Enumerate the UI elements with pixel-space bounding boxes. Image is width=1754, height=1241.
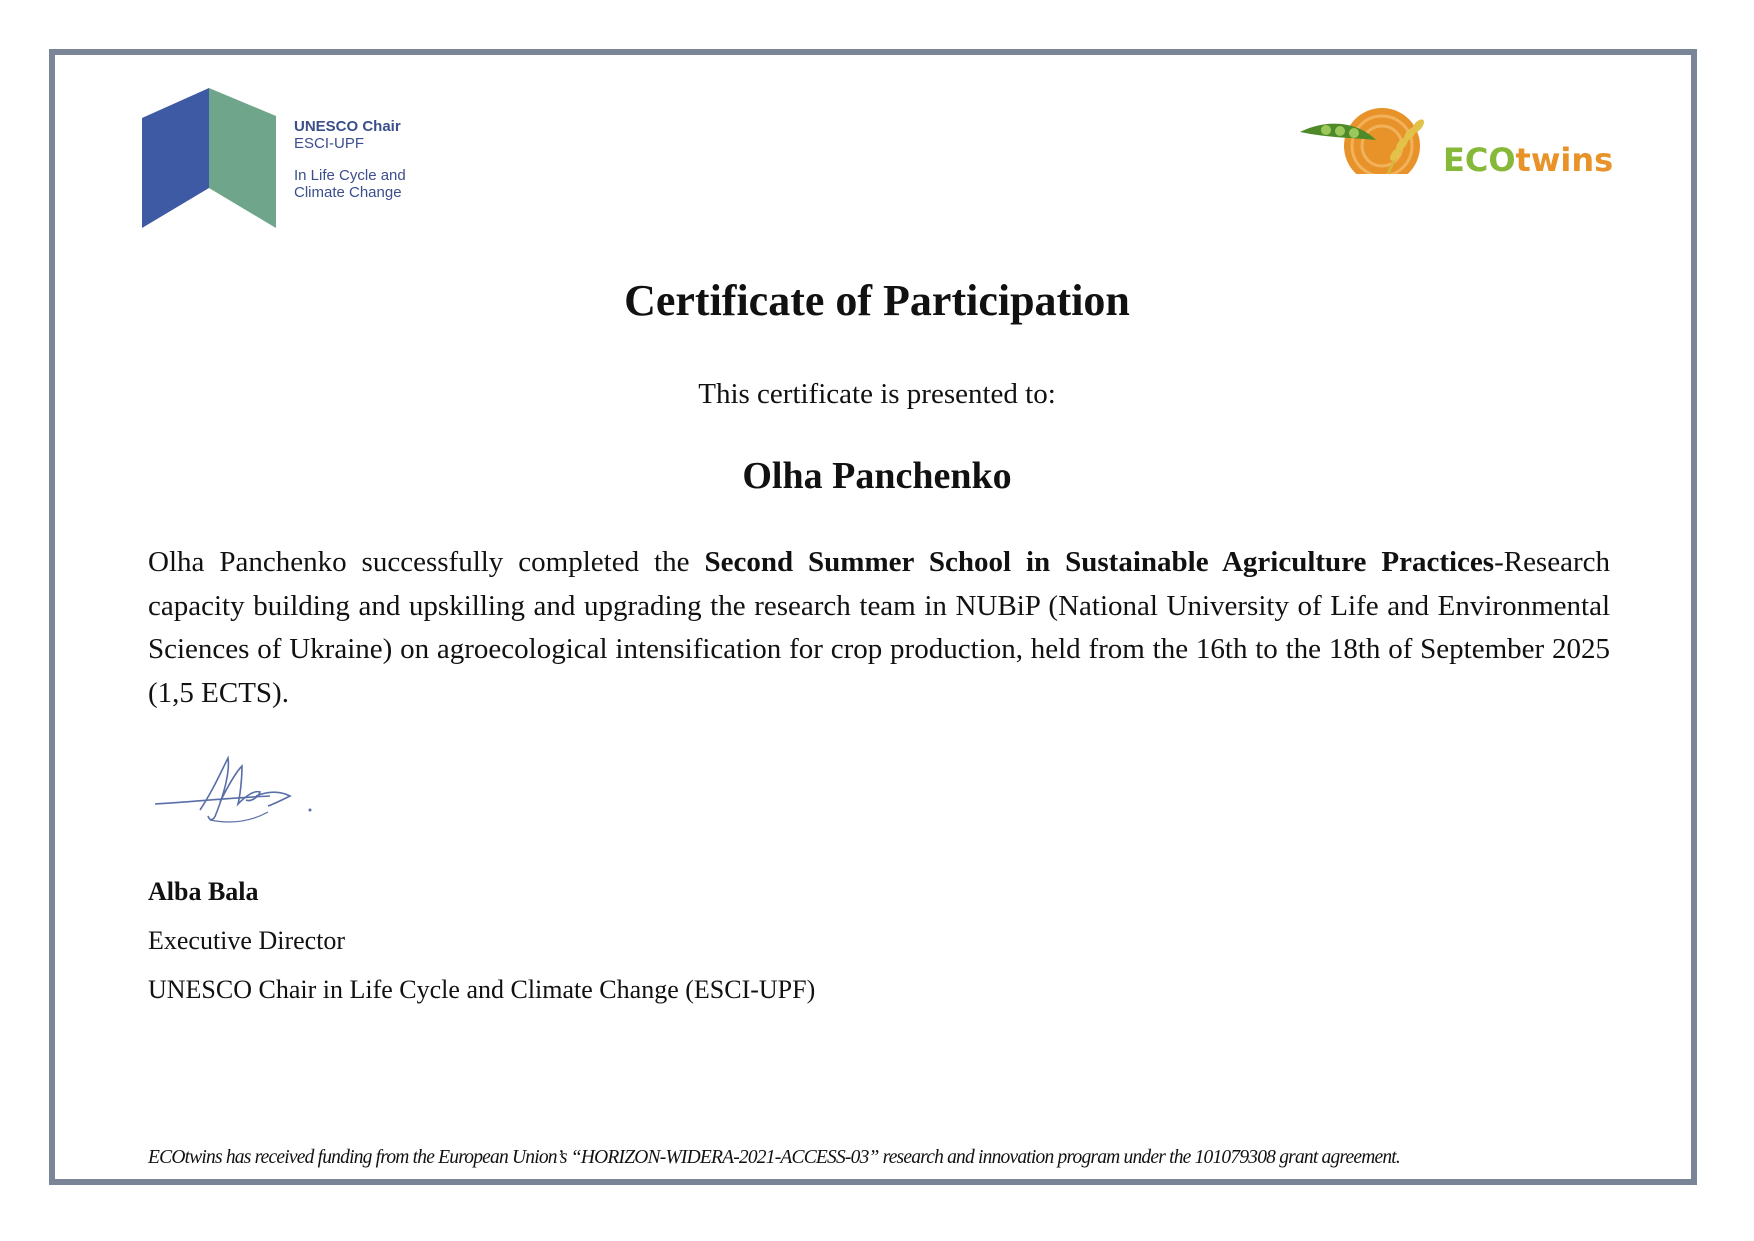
ecotwins-emblem-icon	[1298, 104, 1448, 184]
unesco-chair-logo	[142, 88, 432, 230]
presented-to-text: This certificate is presented to:	[698, 378, 1056, 410]
signer-role: Executive Director	[148, 926, 346, 955]
signature-icon	[150, 752, 330, 828]
recipient-name: Olha Panchenko	[742, 455, 1012, 497]
ecotwins-wordmark-twins: twins	[1515, 141, 1614, 179]
signature	[150, 752, 330, 828]
ecotwins-logo	[1298, 104, 1648, 184]
certificate-body	[148, 541, 1610, 715]
signer-name: Alba Bala	[148, 877, 259, 906]
unesco-logo-line3: In Life Cycle and	[294, 167, 406, 184]
body-rest: -Research capacity building and upskilling and upgrading the research team in NUBiP (National University of Life and Environmental Sciences of Ukraine) on agroecological intensification for crop production, held from the 16th to the 18th of September 2025 (1,5 ECTS).	[148, 546, 1610, 709]
unesco-logo-icon	[142, 88, 282, 230]
signer-organization: UNESCO Chair in Life Cycle and Climate Change (ESCI-UPF)	[148, 975, 816, 1004]
program-name: Second Summer School in Sustainable Agriculture Practices	[704, 546, 1495, 578]
unesco-logo-line4: Climate Change	[294, 184, 402, 201]
unesco-logo-line2: ESCI-UPF	[294, 135, 365, 152]
ecotwins-wordmark	[1443, 142, 1613, 178]
unesco-logo-text	[294, 118, 406, 201]
body-lead: Olha Panchenko successfully completed the	[148, 546, 705, 578]
unesco-logo-line1: UNESCO Chair	[294, 118, 401, 135]
ecotwins-wordmark-eco: ECO	[1443, 141, 1516, 179]
certificate-title: Certificate of Participation	[624, 276, 1130, 325]
funding-footer: ECOtwins has received funding from the European Union’s “HORIZON-WIDERA-2021-ACCESS-03” research and innovation program under the 101079308 grant agreement.	[148, 1147, 1400, 1168]
